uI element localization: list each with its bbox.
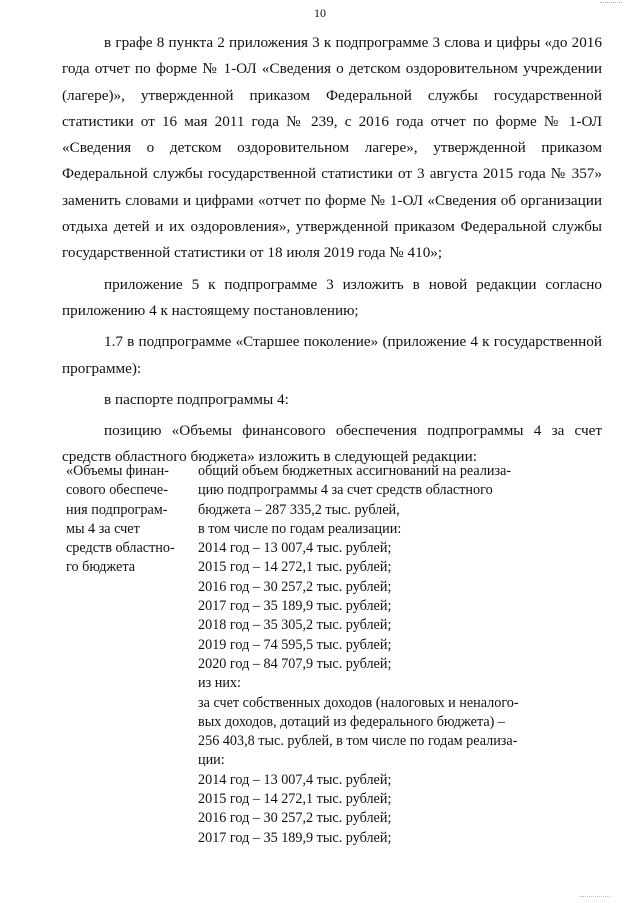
passport-right-line: 2015 год – 14 272,1 тыс. рублей; (198, 559, 392, 576)
passport-right-line: бюджета – 287 335,2 тыс. рублей, (198, 501, 400, 518)
passport-position-name (66, 462, 186, 848)
passport-right-line: 2016 год – 30 257,2 тыс. рублей; (198, 578, 392, 595)
paragraph-5: позицию «Объемы финансового обеспечения подпрограммы 4 за счет средств областного бюджета» изложить в следующей редакции: (62, 422, 602, 466)
paragraph-2: приложение 5 к подпрограмме 3 изложить в новой редакции согласно приложению 4 к настоящему постановлению; (62, 275, 602, 319)
passport-left-line: го бюджета (66, 559, 136, 576)
passport-left-line: мы 4 за счет (66, 520, 140, 537)
passport-right-line: ции: (198, 752, 225, 769)
passport-left-line: сового обеспече- (66, 482, 168, 499)
passport-table (66, 462, 546, 848)
passport-right-line: вых доходов, дотаций из федерального бюджета) – (198, 713, 505, 730)
passport-right-line: 2018 год – 35 305,2 тыс. рублей; (198, 617, 392, 634)
passport-right-line: 256 403,8 тыс. рублей, в том числе по годам реализа- (198, 733, 518, 750)
passport-right-line: за счет собственных доходов (налоговых и неналого- (198, 694, 519, 711)
passport-right-line: 2015 год – 14 272,1 тыс. рублей; (198, 791, 392, 808)
paragraph-4: в паспорте подпрограммы 4: (104, 390, 289, 408)
passport-right-line: цию подпрограммы 4 за счет средств областного (198, 482, 493, 499)
passport-right-line: в том числе по годам реализации: (198, 520, 402, 537)
passport-right-line: из них: (198, 675, 241, 692)
passport-right-line: 2014 год – 13 007,4 тыс. рублей; (198, 771, 392, 788)
passport-right-line: 2020 год – 84 707,9 тыс. рублей; (198, 655, 392, 672)
passport-left-line: «Объемы финан- (66, 463, 169, 479)
passport-right-line: 2014 год – 13 007,4 тыс. рублей; (198, 540, 392, 557)
passport-right-line: 2017 год – 35 189,9 тыс. рублей; (198, 829, 392, 846)
passport-right-line: 2016 год – 30 257,2 тыс. рублей; (198, 810, 392, 827)
document-body (62, 30, 602, 476)
passport-left-line: средств областно- (66, 540, 175, 557)
passport-right-line: общий объем бюджетных ассигнований на реализа- (198, 463, 512, 479)
passport-position-value (198, 462, 548, 848)
passport-right-line: 2017 год – 35 189,9 тыс. рублей; (198, 598, 392, 615)
bottom-mark (580, 896, 610, 897)
passport-right-line: 2019 год – 74 595,5 тыс. рублей; (198, 636, 392, 653)
page-number: 10 (314, 6, 326, 20)
passport-left-line: ния подпрограм- (66, 501, 168, 518)
paragraph-3: 1.7 в подпрограмме «Старшее поколение» (приложение 4 к государственной программе): (62, 333, 602, 377)
corner-mark (600, 2, 622, 5)
paragraph-1: в графе 8 пункта 2 приложения 3 к подпрограмме 3 слова и цифры «до 2016 года отчет по форме № 1-ОЛ «Сведения о детском оздоровительном учреждении (лагере)», утвержденной приказом Федеральной службы государственной статистики от 16 мая 2011 года № 239, с 2016 года отчет по форме № 1-ОЛ «Сведения о детском оздоровительном лагере», утвержденной приказом Федеральной службы государственной статистики от 3 августа 2015 года № 357» заменить словами и цифрами «отчет по форме № 1-ОЛ «Сведения об организации отдыха детей и их оздоровления», утвержденной приказом Федеральной службы государственной статистики от 18 июля 2019 года № 410»; (62, 34, 602, 262)
